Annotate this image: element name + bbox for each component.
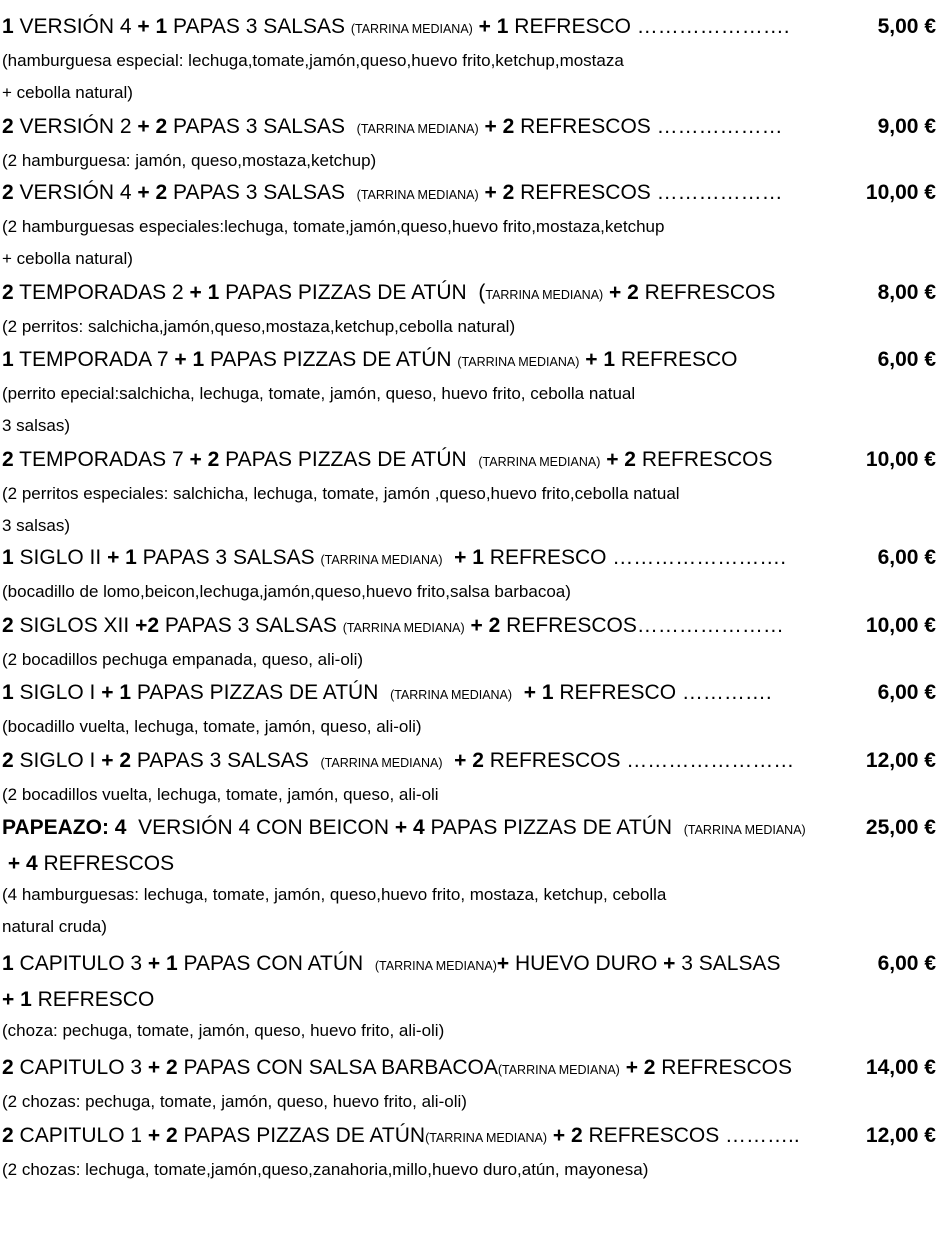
- menu-item-price: 10,00 €: [865, 181, 936, 204]
- menu-item-price: 12,00 €: [865, 1124, 936, 1147]
- menu-item-title: 1 SIGLO II + 1 PAPAS 3 SALSAS (TARRINA MEDIANA) + 1 REFRESCO …………………….: [2, 546, 787, 569]
- menu-item-description: [2, 1015, 832, 1047]
- menu-item-price: 10,00 €: [865, 448, 936, 471]
- menu-item-description: [2, 1086, 832, 1118]
- menu-item-description: [2, 311, 832, 343]
- description-line: (2 chozas: pechuga, tomate, jamón, queso, huevo frito, ali-oli): [2, 1092, 467, 1111]
- description-line: + cebolla natural): [2, 83, 133, 102]
- menu-item-description: [2, 779, 832, 811]
- menu-item-description: [2, 45, 832, 109]
- menu-item-price: 14,00 €: [865, 1056, 936, 1079]
- menu-item-price: 9,00 €: [877, 115, 936, 138]
- menu-item-description: [2, 576, 832, 608]
- description-line: + cebolla natural): [2, 249, 133, 268]
- menu-item-price: 25,00 €: [865, 816, 936, 839]
- menu-item-price: 8,00 €: [877, 281, 936, 304]
- menu-item-price: 5,00 €: [877, 15, 936, 38]
- description-line: (hamburguesa especial: lechuga,tomate,jamón,queso,huevo frito,ketchup,mostaza: [2, 51, 624, 70]
- menu-item-title: 2 VERSIÓN 2 + 2 PAPAS 3 SALSAS (TARRINA MEDIANA) + 2 REFRESCOS ………………: [2, 115, 783, 138]
- description-line: (2 bocadillos vuelta, lechuga, tomate, jamón, queso, ali-oli: [2, 785, 439, 804]
- description-line: (2 hamburguesa: jamón, queso,mostaza,ketchup): [2, 151, 377, 170]
- menu-item-price: 10,00 €: [865, 614, 936, 637]
- menu-item-title: 2 VERSIÓN 4 + 2 PAPAS 3 SALSAS (TARRINA MEDIANA) + 2 REFRESCOS ………………: [2, 181, 783, 204]
- description-line: (2 bocadillos pechuga empanada, queso, ali-oli): [2, 650, 364, 669]
- menu-item-title: 1 VERSIÓN 4 + 1 PAPAS 3 SALSAS (TARRINA MEDIANA) + 1 REFRESCO ………………….: [2, 15, 790, 38]
- menu-item-title: 1 SIGLO I + 1 PAPAS PIZZAS DE ATÚN (TARRINA MEDIANA) + 1 REFRESCO ………….: [2, 681, 772, 704]
- description-line: (2 hamburguesas especiales:lechuga, tomate,jamón,queso,huevo frito,mostaza,ketchup: [2, 217, 665, 236]
- menu-item-title: 2 SIGLOS XII +2 PAPAS 3 SALSAS (TARRINA MEDIANA) + 2 REFRESCOS…………………: [2, 614, 784, 637]
- description-line: (2 chozas: lechuga, tomate,jamón,queso,zanahoria,millo,huevo duro,atún, mayonesa): [2, 1160, 649, 1179]
- menu-item-price: 12,00 €: [865, 749, 936, 772]
- menu-item-description: [2, 211, 832, 275]
- menu-item-description: [2, 711, 832, 743]
- description-line: (bocadillo de lomo,beicon,lechuga,jamón,queso,huevo frito,salsa barbacoa): [2, 582, 571, 601]
- menu-item-description: [2, 879, 832, 943]
- menu-item-title: 1 TEMPORADA 7 + 1 PAPAS PIZZAS DE ATÚN (TARRINA MEDIANA) + 1 REFRESCO: [2, 348, 738, 371]
- description-line: (bocadillo vuelta, lechuga, tomate, jamón, queso, ali-oli): [2, 717, 422, 736]
- description-line: natural cruda): [2, 917, 107, 936]
- menu-item-price: 6,00 €: [877, 348, 936, 371]
- menu-item-price: 6,00 €: [877, 681, 936, 704]
- menu-item-description: [2, 145, 832, 177]
- menu-item-description: [2, 1154, 832, 1186]
- menu-item-price: 6,00 €: [877, 952, 936, 975]
- description-line: 3 salsas): [2, 416, 71, 435]
- menu-item-description: [2, 378, 832, 442]
- menu-item-title: 1 CAPITULO 3 + 1 PAPAS CON ATÚN (TARRINA MEDIANA)+ HUEVO DURO + 3 SALSAS + 1 REFRESCO: [2, 952, 781, 1011]
- menu-item-price: 6,00 €: [877, 546, 936, 569]
- description-line: (2 perritos: salchicha,jamón,queso,mostaza,ketchup,cebolla natural): [2, 317, 516, 336]
- menu-item-title: 2 TEMPORADAS 2 + 1 PAPAS PIZZAS DE ATÚN (TARRINA MEDIANA) + 2 REFRESCOS: [2, 281, 776, 304]
- description-line: (2 perritos especiales: salchicha, lechuga, tomate, jamón ,queso,huevo frito,cebolla natual: [2, 484, 680, 503]
- menu-item-description: [2, 478, 832, 542]
- description-line: (choza: pechuga, tomate, jamón, queso, huevo frito, ali-oli): [2, 1021, 445, 1040]
- menu-item-title: 2 CAPITULO 3 + 2 PAPAS CON SALSA BARBACOA(TARRINA MEDIANA) + 2 REFRESCOS: [2, 1056, 792, 1079]
- menu-item-title: 2 SIGLO I + 2 PAPAS 3 SALSAS (TARRINA MEDIANA) + 2 REFRESCOS ……………………: [2, 749, 795, 772]
- description-line: (perrito epecial:salchicha, lechuga, tomate, jamón, queso, huevo frito, cebolla natual: [2, 384, 636, 403]
- menu-item-title: 2 CAPITULO 1 + 2 PAPAS PIZZAS DE ATÚN(TARRINA MEDIANA) + 2 REFRESCOS ………..: [2, 1124, 800, 1147]
- menu-item-title: 2 TEMPORADAS 7 + 2 PAPAS PIZZAS DE ATÚN (TARRINA MEDIANA) + 2 REFRESCOS: [2, 448, 773, 471]
- description-line: 3 salsas): [2, 516, 71, 535]
- menu-item-description: [2, 644, 832, 676]
- description-line: (4 hamburguesas: lechuga, tomate, jamón, queso,huevo frito, mostaza, ketchup, cebolla: [2, 885, 667, 904]
- menu-item-title: PAPEAZO: 4 VERSIÓN 4 CON BEICON + 4 PAPAS PIZZAS DE ATÚN (TARRINA MEDIANA) + 4 REFRESCOS: [2, 816, 806, 875]
